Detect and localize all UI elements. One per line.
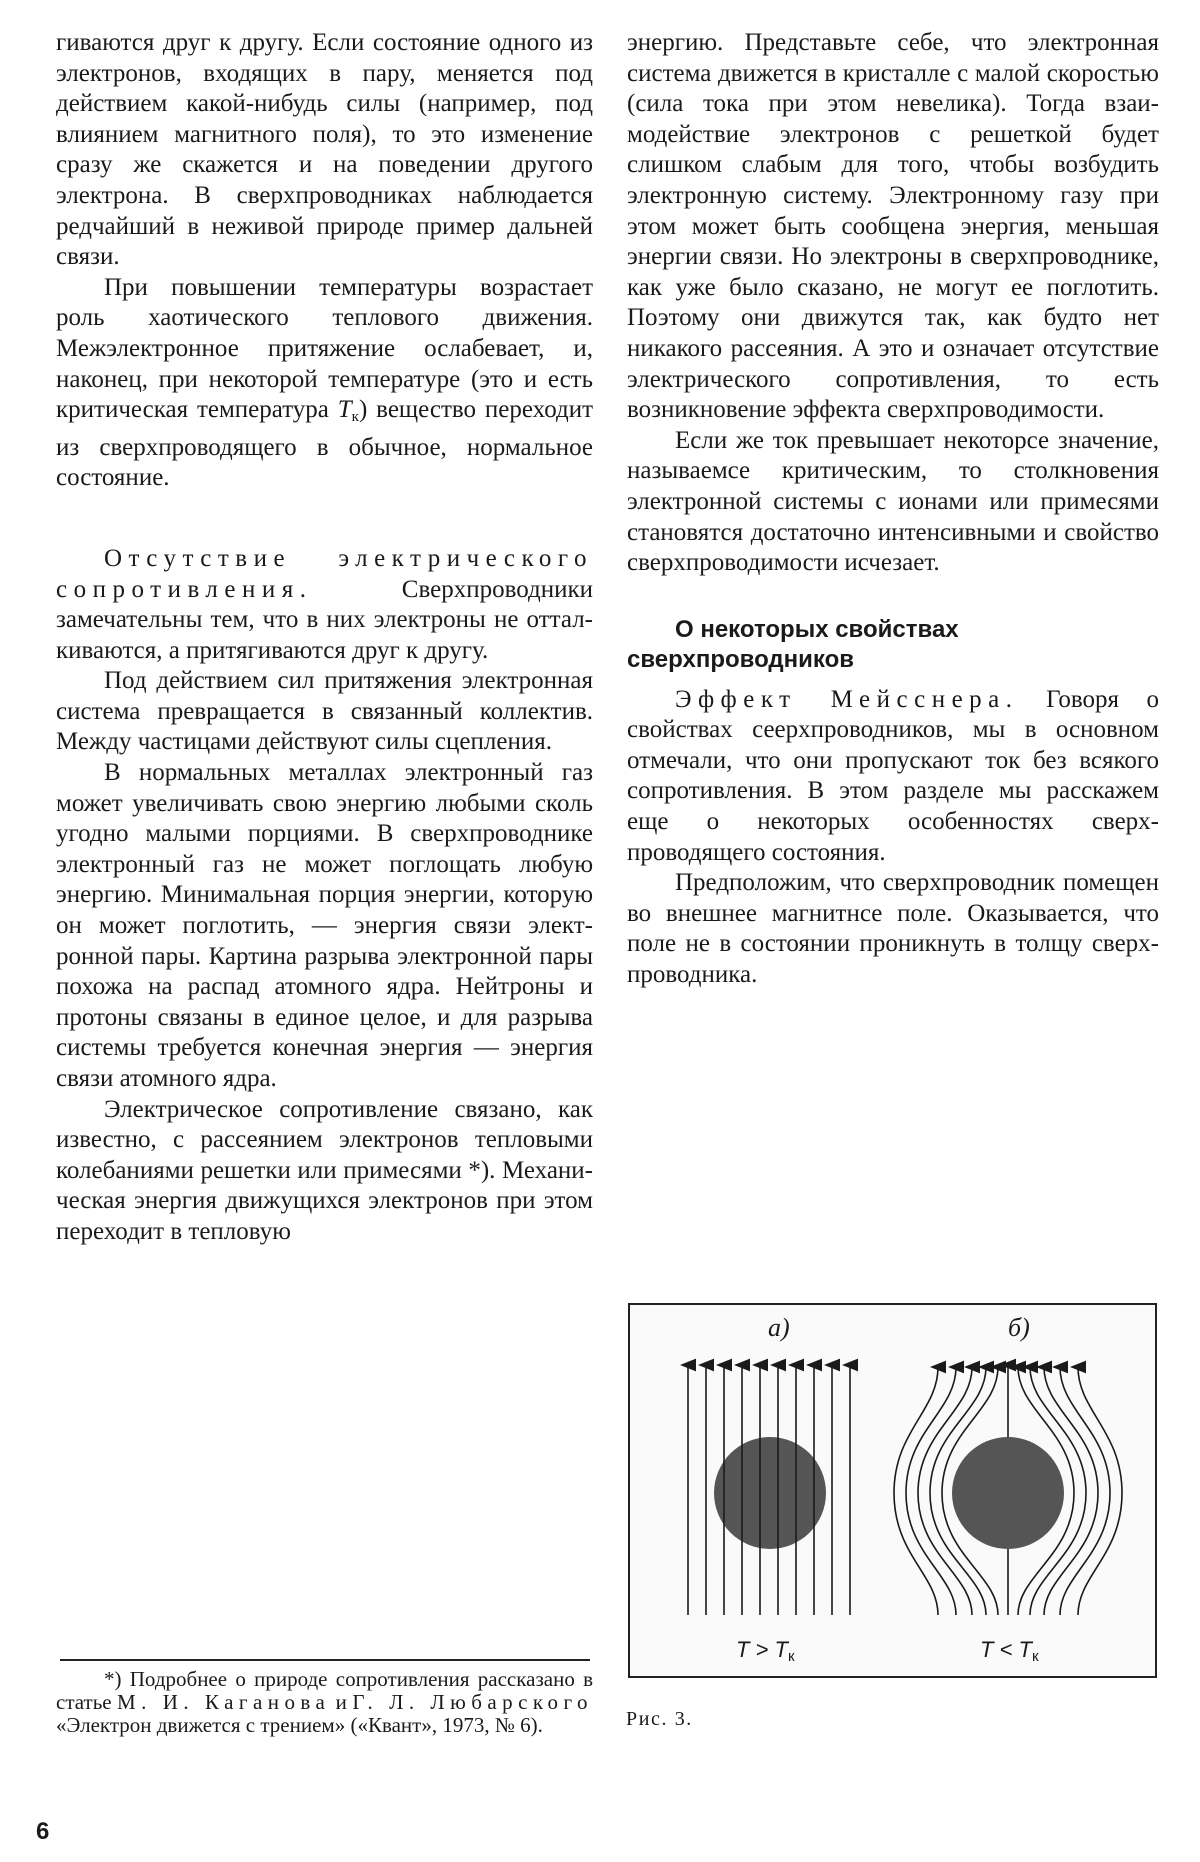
field-line bbox=[1078, 1367, 1122, 1615]
field-line bbox=[1060, 1367, 1110, 1615]
normal-state-sample bbox=[714, 1437, 826, 1549]
condition-normal: $T > T_к$ bbox=[736, 1637, 795, 1665]
figure-label-b: б) bbox=[1008, 1313, 1030, 1342]
footnote-author: М. И. Каганова bbox=[117, 1690, 331, 1714]
footnote: *) Подробнее о природе сопротивления рассказано в статье М. И. Каганова и Г. Л. Любарского «Электрон движется с трением» («Квант», 1973, № 6). bbox=[56, 1667, 593, 1737]
left-column bbox=[56, 28, 593, 1248]
paragraph: Если же ток превышает некоторсе значение, называемсе критическим, то столкновения электронной системы с ионами или примесями становятся достаточно интенсивными и свойство сверхпроводимости исчезает. bbox=[627, 426, 1159, 577]
paragraph: Электрическое сопротивление связано, как известно, с рассеянием электронов тепловыми колебаниями решетки или примесями *). Механическая энергия движущихся электронов при этом переходит в тепловую bbox=[56, 1095, 593, 1245]
paragraph: Под действием сил притяжения электронная система превращается в связанный коллектив. Между частицами действуют силы сцепления. bbox=[56, 667, 593, 756]
footnote-divider bbox=[60, 1659, 590, 1661]
field-line bbox=[906, 1367, 956, 1615]
figure-caption: Рис. 3. bbox=[626, 1708, 693, 1730]
paragraph-section-lead: Отсутствие электрического сопротивления. Сверхпроводники замечательны тем, что в них электроны не отталкиваются, а притягиваются друг к другу. bbox=[56, 544, 593, 664]
section-heading: О некоторых свойствах сверхпроводников bbox=[627, 615, 959, 673]
field-lines-diagram bbox=[630, 1305, 1155, 1676]
figure-label-a: а) bbox=[768, 1313, 790, 1342]
figure-meissner-effect bbox=[628, 1303, 1157, 1678]
paragraph-section-lead: Эффект Мейсснера. Говоря о свойствах сеерхпроводников, мы в основном отмечали, что они пропускают ток без всякого сопротивления. В этом разделе мы расскажем еще о некоторых особенностях сверхпроводящего состояния. bbox=[627, 685, 1160, 866]
section-run-in-title: Отсутствие электрического сопротивления. bbox=[56, 544, 593, 603]
section-run-in-title: Эффект Мейсснера. bbox=[675, 685, 1019, 713]
superconducting-sample bbox=[952, 1437, 1064, 1549]
paragraph: гиваются друг к другу. Если состояние одного из электронов, входящих в пару, меняется под действием какой-нибудь силы (например, под влиянием магнитного поля), то это изменение сразу же скажется и на поведении другого электрона. В сверхпроводниках наблюдается редчайший в неживой природе пример дальней связи. bbox=[56, 29, 593, 271]
page-number: 6 bbox=[36, 1818, 50, 1845]
paragraph: Предположим, что сверхпроводник помещен во внешнее магнитнсе поле. Оказывается, что поле не в состоянии проникнуть в толщу сверхпроводника. bbox=[627, 869, 1159, 989]
field-line bbox=[894, 1367, 938, 1615]
right-column bbox=[627, 28, 1159, 991]
paragraph: В нормальных металлах электронный газ может увеличивать свою энергию любыми сколь угодно малыми порциями. В сверхпроводнике электронный газ не может поглощать любую энергию. Минимальная порция энергии, которую он может поглотить, — энергия связи электронной пары. Картина разрыва электронной пары похожа на распад атомного ядра. Нейтроны и протоны связаны в единое целое, и для разрыва системы требуется конечная энергия — энергия связи атомного ядра. bbox=[56, 759, 593, 1092]
paragraph: энергию. Представьте себе, что электронная система движется в кристалле с малой скоростью (сила тока при этом невелика). Тогда взаимодействие электронов с решеткой будет слишком слабым для того, чтобы возбудить электронную систему. Электронному газу при этом может быть сообщена энергия, меньшая энергии связи. Но электроны в сверхпроводнике, как уже было сказано, не могут ее поглотить. Поэтому они движутся так, как будто нет никакого рассеяния. А это и означает отсутствие электрического сопротивления, то есть возникновение эффекта сверхпроводимости. bbox=[627, 29, 1159, 424]
condition-superconducting: $T < T_к$ bbox=[980, 1637, 1039, 1665]
footnote-author: Г. Л. Любарского bbox=[352, 1690, 593, 1714]
paragraph: При повышении температуры возрастает роль хаотического теплового движения. Межэлектронное притяжение ослабевает, и, наконец, при некоторой температуре (это и есть критическая температура $T_к$) вещество переходит из сверхпроводящего в обычное, нормальное состояние. bbox=[56, 273, 593, 492]
